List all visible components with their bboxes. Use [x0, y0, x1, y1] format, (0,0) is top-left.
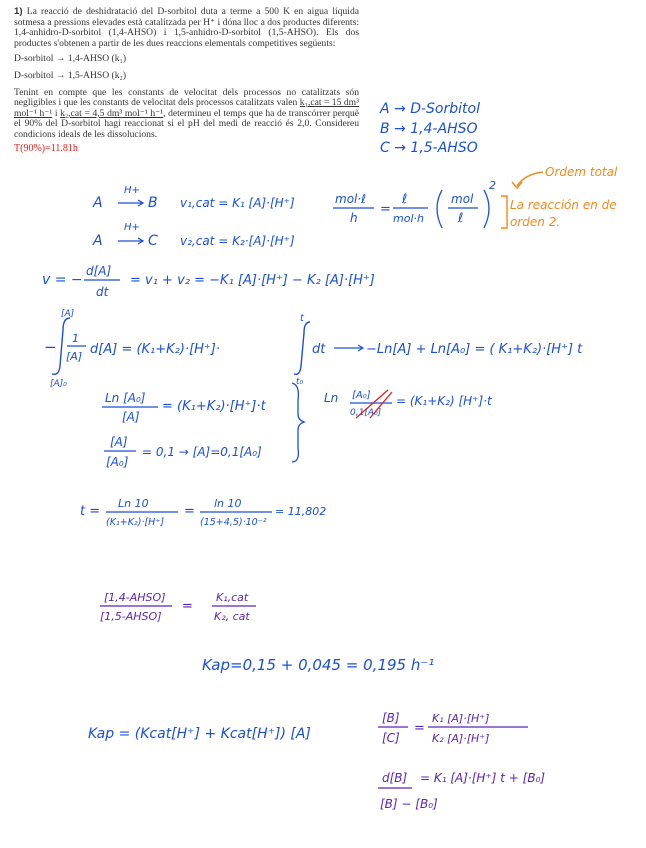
- t-num1: Ln 10: [118, 497, 149, 510]
- rate-frac-den: dt: [96, 285, 109, 299]
- t-den2: (15+4,5)·10⁻²: [200, 517, 267, 528]
- problem-number: 1): [14, 6, 23, 17]
- legend-a: A → D-Sorbitol: [380, 101, 480, 117]
- units-mid-den: mol·h: [393, 212, 424, 225]
- ln-num: Ln [A₀]: [105, 391, 146, 405]
- r1-rate: v₁,cat = K₁ [A]·[H⁺]: [180, 196, 295, 210]
- db-den: [B] − [B₀]: [380, 797, 438, 811]
- int-frac-den: [A]: [66, 350, 83, 363]
- ratio-eq: =: [182, 599, 193, 614]
- t-num2: ln 10: [214, 497, 242, 510]
- units-paren-den: ℓ: [458, 211, 464, 226]
- ln2-rhs: = (K₁+K₂) [H⁺]·t: [396, 394, 492, 408]
- t-den1: (K₁+K₂)·[H⁺]: [106, 517, 165, 528]
- int-lower: [A]₀: [50, 379, 67, 389]
- int-result: −Ln[A] + Ln[A₀] = ( K₁+K₂)·[H⁺] t: [366, 342, 583, 357]
- t-result: = 11,802: [275, 505, 327, 518]
- reaccion-line-1: La reacción en de: [510, 198, 617, 212]
- units-lhs-num: mol·ℓ: [335, 192, 367, 206]
- t-eq: =: [184, 504, 195, 519]
- r2-reactant: A: [93, 233, 103, 249]
- frac-den: [A₀]: [106, 455, 129, 469]
- body-a: Tenint en compte que les constants de velocitat dels processos no catalitzats són negligibles i que les constants de velocitat dels processos catalitzats valen: [14, 86, 359, 109]
- frac-num: [A]: [110, 435, 128, 449]
- kap-value: Kap=0,15 + 0,045 = 0,195 h⁻¹: [202, 656, 435, 674]
- units-eq: =: [380, 202, 391, 217]
- legend-b: B → 1,4-AHSO: [380, 121, 478, 137]
- int2-lower: t₀: [296, 377, 304, 387]
- rate-frac-num: d[A]: [86, 264, 112, 278]
- ratio-rhs-den: K₂, cat: [214, 610, 250, 623]
- db-num: d[B]: [382, 771, 408, 785]
- ratio-rhs-num: K₁,cat: [216, 591, 249, 604]
- bc-eq: =: [414, 721, 425, 736]
- int2-upper: t: [300, 313, 304, 324]
- reaction-1: D-sorbitol → 1,4-AHSO (k₁): [14, 53, 127, 65]
- units-paren-left: [437, 190, 442, 228]
- intro-text: La reacció de deshidratació del D-sorbitol duta a terme a 500 K en aigua líquida sotmesa a pressions elevades està catalitzada per H⁺ i dóna lloc a dos productes diferents: 1,4-anhidro-D-sorbitol (1,4-AHSO) i 1,5-anhidro-D-sorbitol (1,5-AHSO). Els dos productes s'obtenen a partir de les dues reaccions elementals competitives següents:: [14, 6, 359, 49]
- db-rhs: = K₁ [A]·[H⁺] t + [B₀]: [420, 771, 546, 785]
- reaction-2: D-sorbitol → 1,5-AHSO (k₂): [14, 69, 127, 81]
- units-mid-num: ℓ: [402, 192, 408, 207]
- rate-lhs: v = −: [42, 272, 83, 288]
- body-b: , determineu el temps que ha de transcórrer perquè el 90% del D-sorbitol hagi reaccionat si el pH del medi de reacció és 2,0. Considereu condicions ideals de les dissolucions.: [14, 107, 359, 140]
- int-minus: −: [44, 338, 57, 356]
- frac-rhs: = 0,1 → [A]=0,1[A₀]: [142, 445, 262, 459]
- units-exponent: 2: [489, 179, 496, 192]
- answer-text: T(90%)=11.81h: [14, 142, 78, 154]
- r2-catalyst: H+: [124, 222, 140, 233]
- ln-rhs: = (K₁+K₂)·[H⁺]·t: [162, 399, 266, 414]
- ordem-total-label: Ordem total: [545, 165, 618, 179]
- kap-expression: Kap = (Kcat[H⁺] + Kcat[H⁺]) [A]: [88, 726, 311, 742]
- ratio-num: [1,4-AHSO]: [104, 591, 166, 604]
- ln2-den: 0,1[A₀]: [350, 408, 382, 418]
- brace-right: [292, 383, 304, 462]
- body-mid: i: [52, 107, 61, 119]
- r1-catalyst: H+: [124, 185, 140, 196]
- int2-body: dt: [312, 342, 326, 357]
- int-frac-num: 1: [72, 332, 79, 345]
- ln2-num: [A₀]: [352, 390, 371, 401]
- ln2-prefix: Ln: [324, 391, 339, 405]
- r1-reactant: A: [93, 195, 103, 211]
- int-upper: [A]: [61, 309, 75, 319]
- bc-rhs-num: K₁ [A]·[H⁺]: [432, 712, 490, 725]
- units-paren-right: [484, 190, 489, 228]
- integral-sign-2: [294, 322, 310, 374]
- bc-den: [C]: [382, 731, 400, 745]
- bc-num: [B]: [382, 711, 400, 725]
- t-lhs: t =: [80, 504, 101, 519]
- r1-product: B: [148, 195, 158, 211]
- bc-rhs-den: K₂ [A]·[H⁺]: [432, 732, 490, 745]
- rate-rhs: = v₁ + v₂ = −K₁ [A]·[H⁺] − K₂ [A]·[H⁺]: [130, 273, 375, 288]
- legend-c: C → 1,5-AHSO: [380, 140, 478, 156]
- r2-product: C: [148, 233, 158, 249]
- k2-value: k₂,cat = 4,5 dm³ mol⁻¹ h⁻¹: [60, 107, 164, 119]
- orange-bracket: [501, 196, 507, 228]
- reaccion-line-2: orden 2.: [510, 215, 561, 229]
- int-mid: d[A] = (K₁+K₂)·[H⁺]·: [90, 342, 220, 357]
- ln-den: [A]: [122, 410, 140, 424]
- ratio-den: [1,5-AHSO]: [100, 610, 162, 623]
- r2-rate: v₂,cat = K₂·[A]·[H⁺]: [180, 234, 295, 248]
- units-paren-num: mol: [451, 192, 474, 206]
- units-lhs-den: h: [350, 211, 358, 225]
- k1-value: k₁,cat = 15 dm³ mol⁻¹ h⁻¹: [14, 97, 359, 119]
